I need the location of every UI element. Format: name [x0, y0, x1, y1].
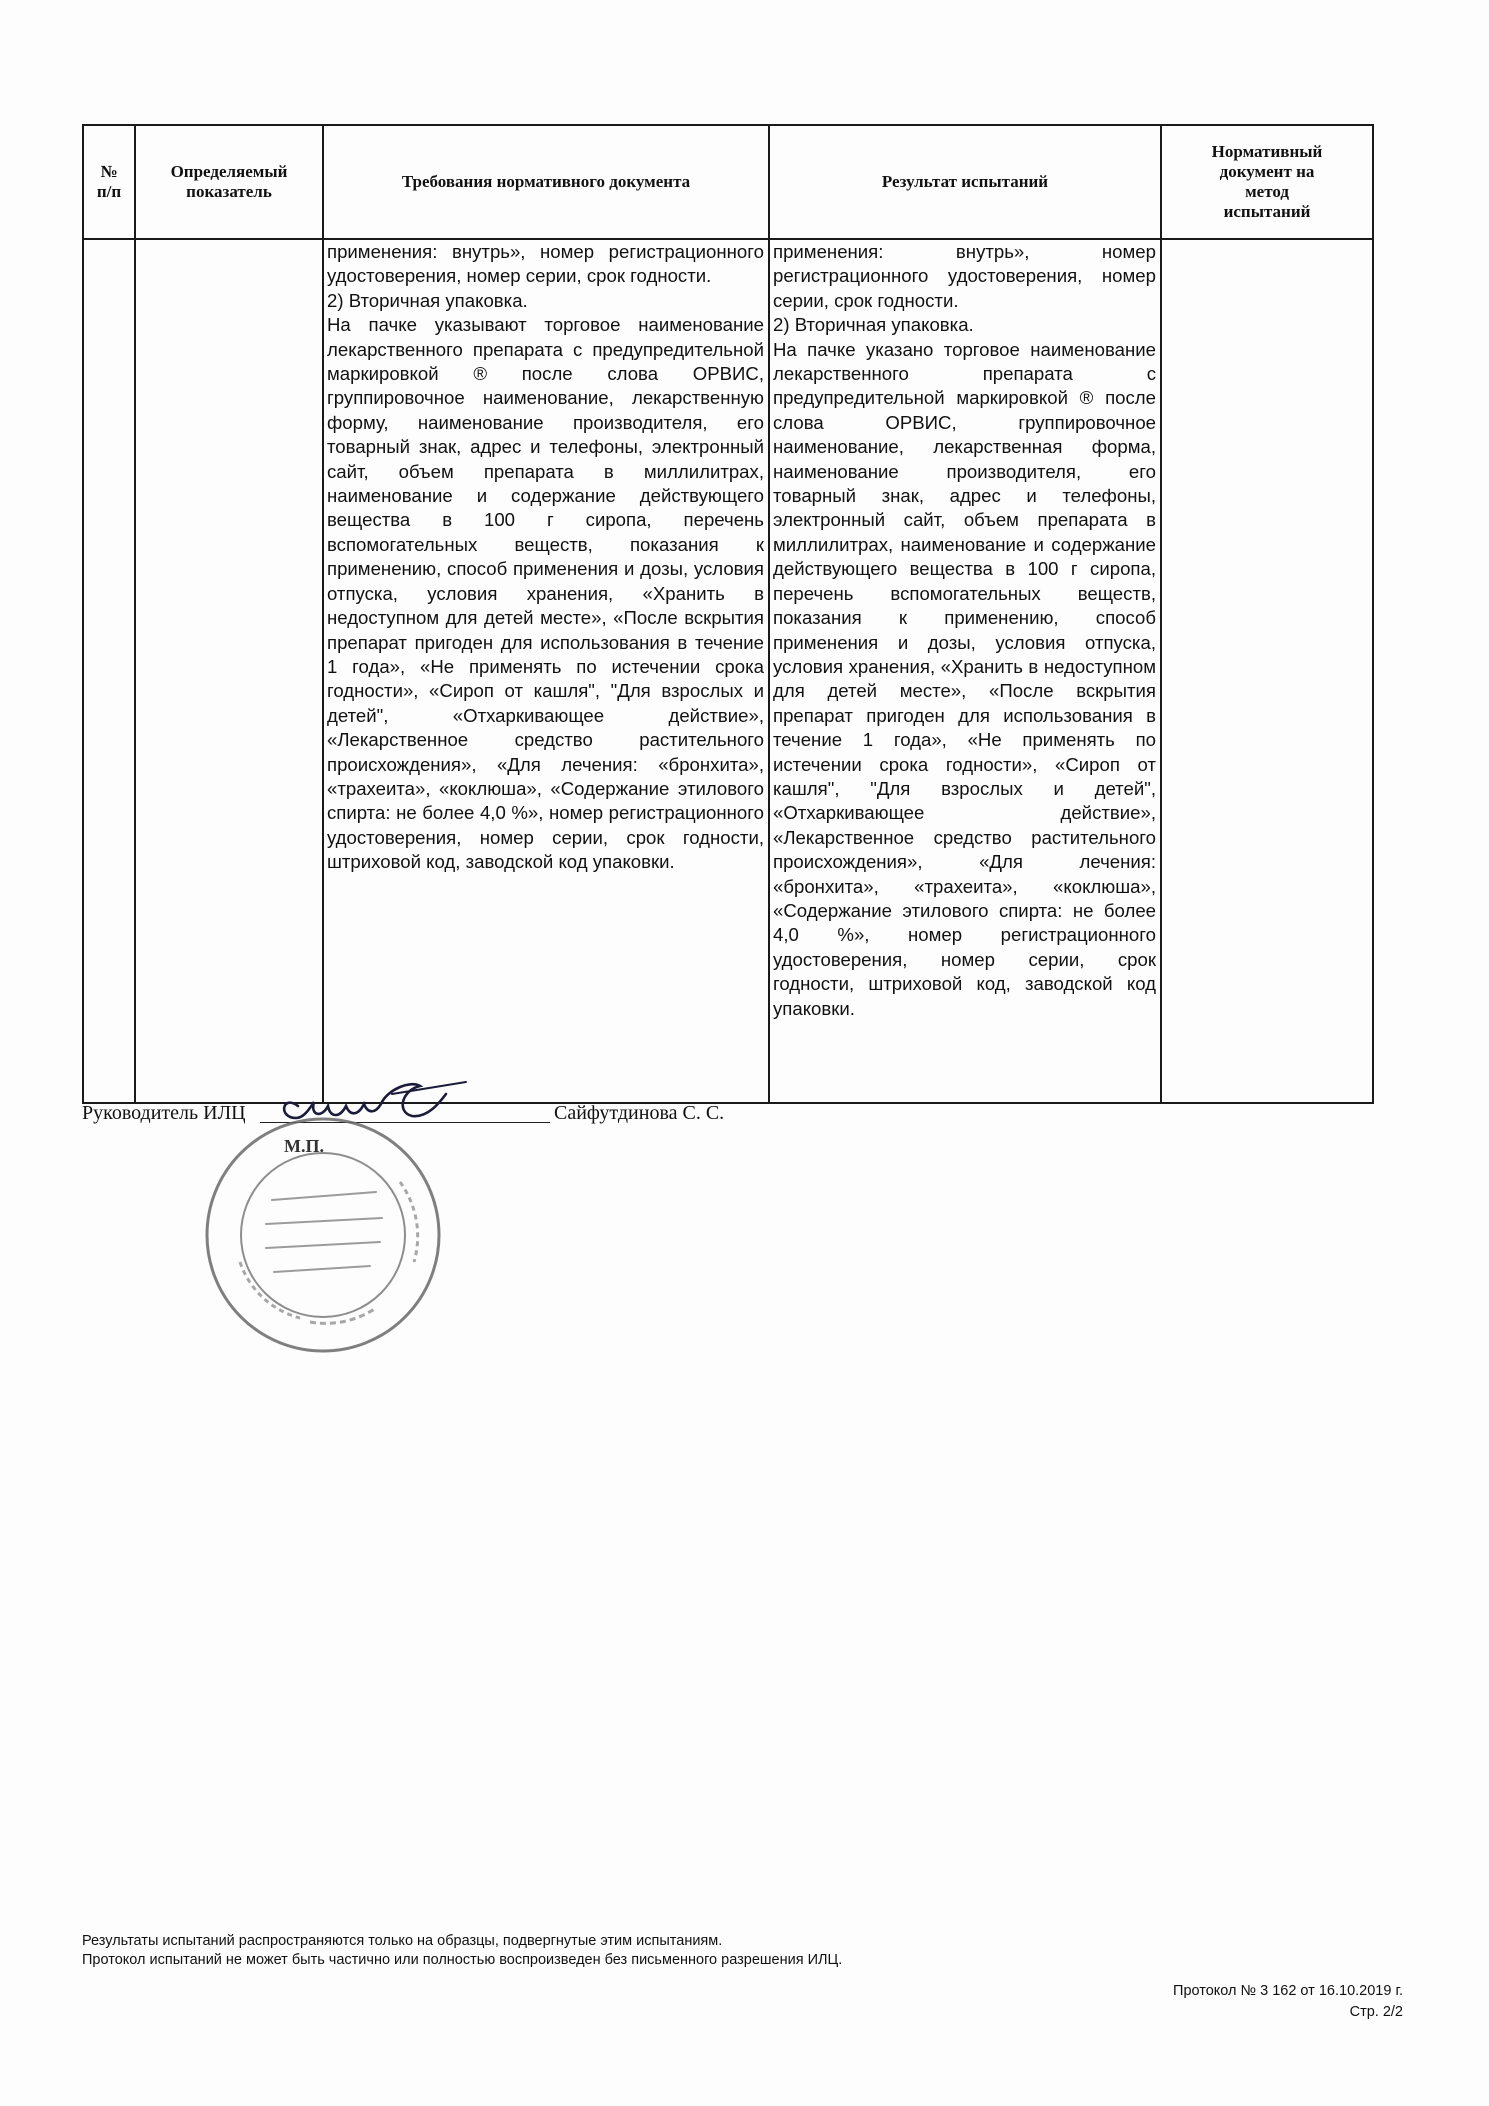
header-num: № п/п [83, 125, 135, 239]
signatory-name: Сайфутдинова С. С. [554, 1102, 725, 1124]
result-text: применения: внутрь», номер регистрационного удостоверения, номер серии, срок годности. 2) Вторичная упаковка. На пачке указано торговое наименование лекарственного препарата с предупредительной маркировкой ® после слова ОРВИС, группировочное наименование, лекарственная форма, наименование производителя, его товарный знак, адрес и телефоны, электронный сайт, объем препарата в миллилитрах, наименование и содержание действующего вещества в 100 г сиропа, перечень вспомогательных веществ, показания к применению, способ применения и дозы, условия отпуска, условия хранения, «Хранить в недоступном для детей месте», «После вскрытия препарат пригоден для использования в течение 1 года», «Не применять по истечении срока годности», «Сироп от кашля", "Для взрослых и детей", «Отхаркивающее действие», «Лекарственное средство растительного происхождения», «Для лечения: «бронхита», «трахеита», «коклюша», «Содержание этилового спирта: не более 4,0 %», номер регистрационного удостоверения, номер серии, срок годности, штриховой код, заводской код упаковки. [773, 241, 1156, 1019]
header-indicator: Определяемый показатель [135, 125, 323, 239]
footer-note-copy: Протокол испытаний не может быть частично или полностью воспроизведен без письменного разрешения ИЛЦ. [82, 1952, 843, 1968]
signature-label: Руководитель ИЛЦ [82, 1102, 246, 1124]
stamp-mp-label: М.П. [284, 1136, 324, 1156]
requirements-text: применения: внутрь», номер регистрационного удостоверения, номер серии, срок годности. 2) Вторичная упаковка. На пачке указывают торговое наименование лекарственного препарата с предупредительной маркировкой ® после слова ОРВИС, группировочное наименование, лекарственную форму, наименование производителя, его товарный знак, адрес и телефоны, электронный сайт, объем препарата в миллилитрах, наименование и содержание действующего вещества в 100 г сиропа, перечень вспомогательных веществ, показания к применению, способ применения и дозы, условия отпуска, условия хранения, «Хранить в недоступном для детей месте», «После вскрытия препарат пригоден для использования в течение 1 года», «Не применять по истечении срока годности», «Сироп от кашля", "Для взрослых и детей", «Отхаркивающее действие», «Лекарственное средство растительного происхождения», «Для лечения: «бронхита», «трахеита», «коклюша», «Содержание этилового спирта: не более 4,0 %», номер регистрационного удостоверения, номер серии, срок годности, штриховой код, заводской код упаковки. [327, 241, 764, 873]
cell-normdoc [1161, 239, 1373, 1103]
header-requirements: Требования нормативного документа [323, 125, 769, 239]
table-header-row [83, 125, 1373, 239]
header-normdoc: Нормативный документ на метод испытаний [1161, 125, 1373, 239]
header-result: Результат испытаний [769, 125, 1161, 239]
cell-indicator [135, 239, 323, 1103]
page-number: Стр. 2/2 [1349, 2004, 1403, 2020]
protocol-number: Протокол № 3 162 от 16.10.2019 г. [1173, 1983, 1403, 1999]
results-table [82, 124, 1374, 1104]
cell-requirements [323, 239, 769, 1103]
table-row [83, 239, 1373, 1103]
cell-result [769, 239, 1161, 1103]
footer-note-scope: Результаты испытаний распространяются только на образцы, подвергнутые этим испытаниям. [82, 1933, 723, 1949]
cell-num [83, 239, 135, 1103]
